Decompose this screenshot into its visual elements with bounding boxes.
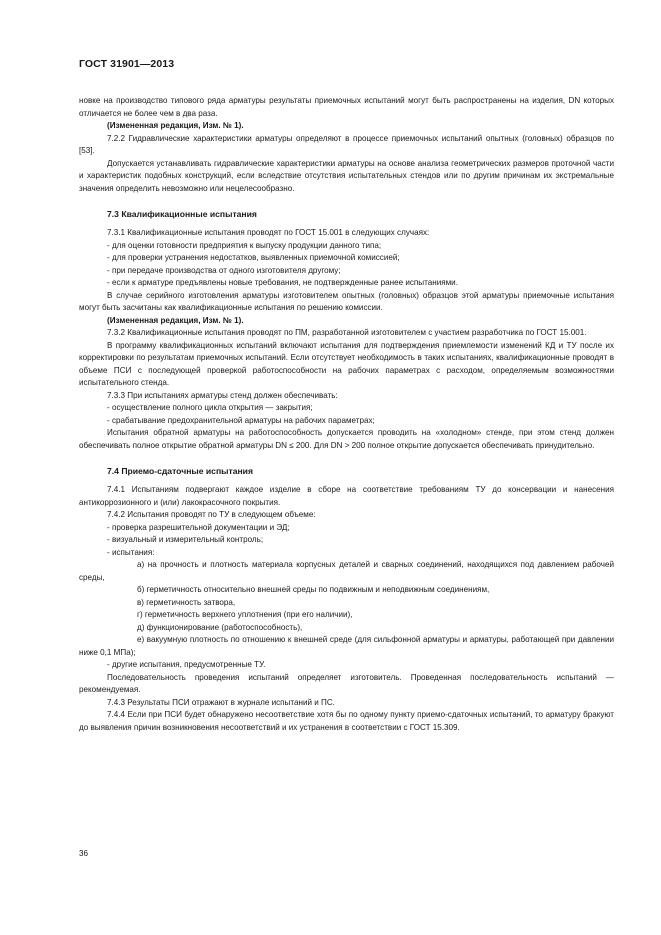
paragraph: Допускается устанавливать гидравлические характеристики арматуры на основе анализа геометрических размеров проточной части и характеристик подобных конструкций, если вследствие отсутствия испытательных стендов или по другим причинам их экстремальные значения определить невозможно или нецелесообразно. [79,158,614,193]
paragraph: 7.4.4 Если при ПСИ будет обнаружено несоответствие хотя бы по одному пункту приемо-сдаточных испытаний, то арматуру бракуют до выявления причин возникновения несоответствий и их устранения в соответствии с ГОСТ 15.309. [79,710,614,732]
paragraph: 7.2.2 Гидравлические характеристики арматуры определяют в процессе приемочных испытаний опытных (головных) образцов по [53]. [79,133,614,155]
paragraph: - осуществление полного цикла открытия — закрытия; [107,403,313,412]
paragraph: 7.3.2 Квалификационные испытания проводят по ПМ, разработанной изготовителем с участием разработчика по ГОСТ 15.001. [107,328,587,337]
paragraph: - для оценки готовности предприятия к выпуску продукции данного типа; [107,240,382,250]
intro-block [79,95,614,195]
paragraph: (Измененная редакция, Изм. № 1). [107,315,244,325]
paragraph: Испытания обратной арматуры на работоспособность допускается проводить на «холодном» стенде, при этом стенд должен обеспечивать полное открытие обратной арматуры DN ≤ 200. Для DN > 200 полное открытие допускается обеспечивать принудительно. [79,428,614,450]
paragraph: - если к арматуре предъявлены новые требования, не подтвержденные ранее испытаниями. [107,278,458,287]
paragraph: - проверка разрешительной документации и ЭД; [107,522,290,532]
paragraph: В случае серийного изготовления арматуры изготовителем опытных (головных) образцов этой арматуры приемочные испытания могут быть засчитаны как квалификационные испытания по решению комиссии. [79,290,614,312]
paragraph: новке на производство типового ряда арматуры результаты приемочных испытаний могут быть распространены на изделия, DN которых отличается не более чем в два раза. [79,96,614,118]
paragraph: г) герметичность верхнего уплотнения (при его наличии), [137,610,353,619]
paragraph: - при передаче производства от одного изготовителя другому; [107,265,341,275]
paragraph: 7.3.1 Квалификационные испытания проводят по ГОСТ 15.001 в следующих случаях: [107,228,430,237]
paragraph: 7.4.1 Испытаниям подвергают каждое изделие в сборе на соответствие требованиям ТУ до консервации и нанесения антикоррозионного и (или) лакокрасочного покрытия. [79,485,614,507]
paragraph: е) вакуумную плотность по отношению к внешней среде (для сильфонной арматуры и арматуры, работающей при давлении ниже 0,1 МПа); [79,635,614,657]
document-header: ГОСТ 31901—2013 [79,58,175,70]
section-7-3-body [79,227,614,452]
paragraph: - визуальный и измерительный контроль; [107,535,264,544]
paragraph: 7.4.3 Результаты ПСИ отражают в журнале испытаний и ПС. [107,697,335,707]
paragraph: Последовательность проведения испытаний определяет изготовитель. Проведенная последовательность испытаний — рекомендуемая. [79,672,614,694]
paragraph: (Измененная редакция, Изм. № 1). [107,121,244,130]
paragraph: - другие испытания, предусмотренные ТУ. [107,660,266,669]
document-body [79,95,614,734]
paragraph: 7.3.3 При испытаниях арматуры стенд должен обеспечивать: [107,390,338,400]
section-7-4-body [79,484,614,734]
page-number: 36 [79,849,89,858]
paragraph: в) герметичность затвора, [137,597,236,607]
paragraph: В программу квалификационных испытаний включают испытания для подтверждения приемлемости изменений КД и ТУ после их корректировки по результатам приемочных испытаний. Если отсутствует необходимость в таких испытаниях, квалификационные проводят в объеме ПСИ с последующей проверкой работоспособности на рабочих параметрах с расходом, определяемым возможностями испытательного стенда. [79,340,614,387]
paragraph: - срабатывание предохранительной арматуры на рабочих параметрах; [107,415,375,425]
section-heading-7-4: 7.4 Приемо-сдаточные испытания [107,466,253,476]
paragraph: а) на прочность и плотность материала корпусных деталей и сварных соединений, находящихся под давлением рабочей среды, [79,560,614,582]
section-heading-7-3: 7.3 Квалификационные испытания [107,209,257,219]
paragraph: - испытания: [107,547,155,557]
paragraph: - для проверки устранения недостатков, выявленных приемочной комиссией; [107,253,400,262]
paragraph: б) герметичность относительно внешней среды по подвижным и неподвижным соединениям, [137,585,490,594]
paragraph: 7.4.2 Испытания проводят по ТУ в следующем объеме: [107,510,316,519]
paragraph: д) функционирование (работоспособность), [137,622,303,632]
